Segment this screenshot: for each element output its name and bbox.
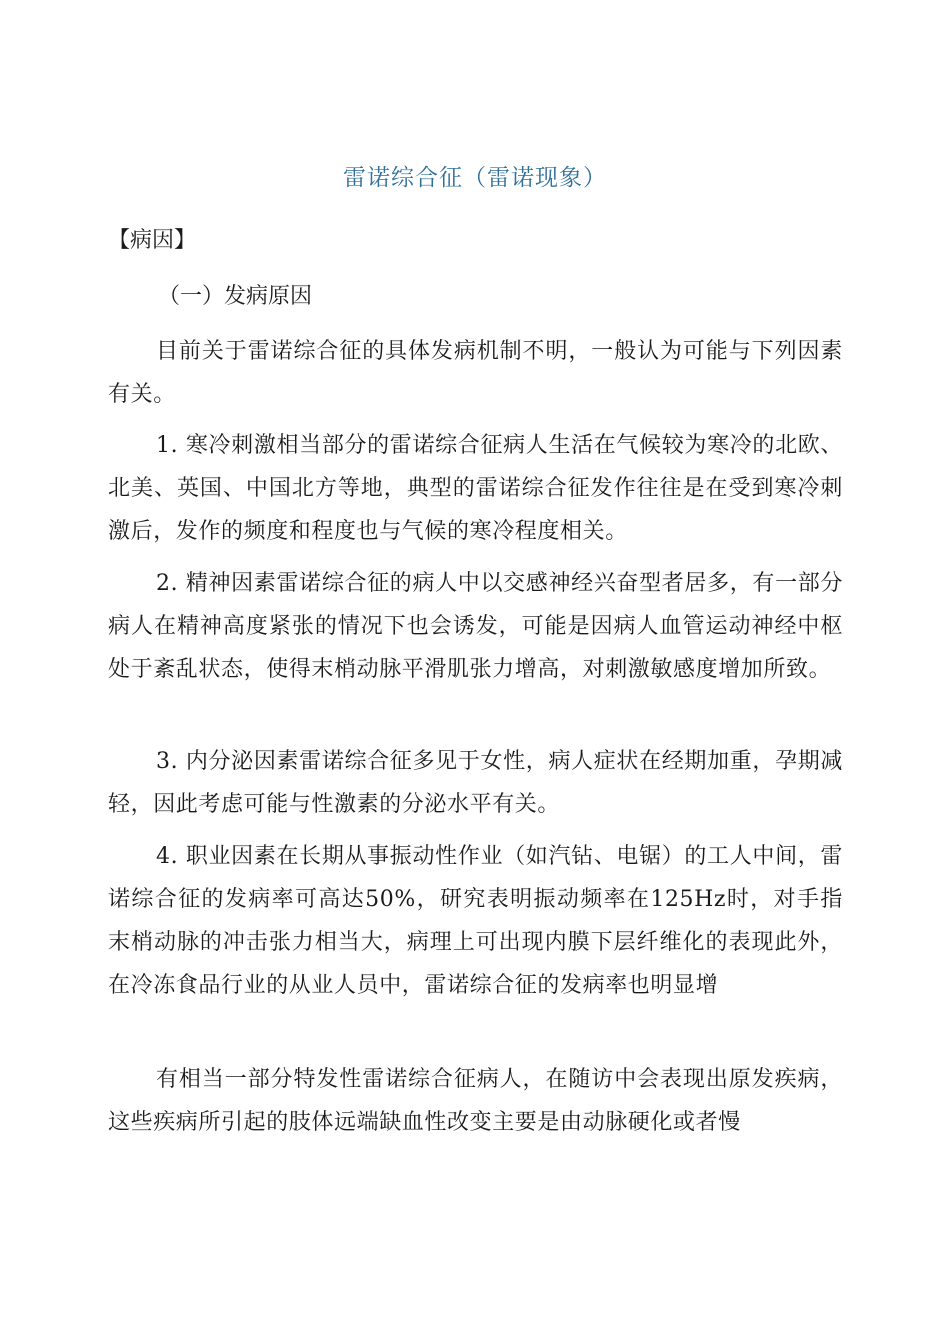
secondary-disease-paragraph: 有相当一部分特发性雷诺综合征病人，在随访中会表现出原发疾病，这些疾病所引起的肢体远端缺血性改变主要是由动脉硬化或者慢 <box>108 1067 843 1135</box>
subsection-heading: （一）发病原因 <box>158 284 313 309</box>
occupational-factor-paragraph: 4. 职业因素在长期从事振动性作业（如汽钻、电锯）的工人中间，雷诺综合征的发病率可高达50%，研究表明振动频率在125Hz时，对手指末梢动脉的冲击张力相当大，病理上可出现内膜下层纤维化的表现此外，在冷冻食品行业的从业人员中，雷诺综合征的发病率也明显增 <box>108 844 843 998</box>
mental-factor-paragraph: 2. 精神因素雷诺综合征的病人中以交感神经兴奋型者居多，有一部分病人在精神高度紧张的情况下也会诱发，可能是因病人血管运动神经中枢处于紊乱状态，使得末梢动脉平滑肌张力增高，对刺激敏感度增加所致。 <box>108 571 843 682</box>
intro-paragraph: 目前关于雷诺综合征的具体发病机制不明，一般认为可能与下列因素有关。 <box>108 339 843 407</box>
document-title: 雷诺综合征（雷诺现象） <box>343 165 607 191</box>
cold-stimulus-paragraph: 1. 寒冷刺激相当部分的雷诺综合征病人生活在气候较为寒冷的北欧、北美、英国、中国北方等地，典型的雷诺综合征发作往往是在受到寒冷刺激后，发作的频度和程度也与气候的寒冷程度相关。 <box>108 433 843 544</box>
endocrine-factor-paragraph: 3. 内分泌因素雷诺综合征多见于女性，病人症状在经期加重，孕期减轻，因此考虑可能与性激素的分泌水平有关。 <box>108 749 843 817</box>
section-heading: 【病因】 <box>108 228 197 253</box>
